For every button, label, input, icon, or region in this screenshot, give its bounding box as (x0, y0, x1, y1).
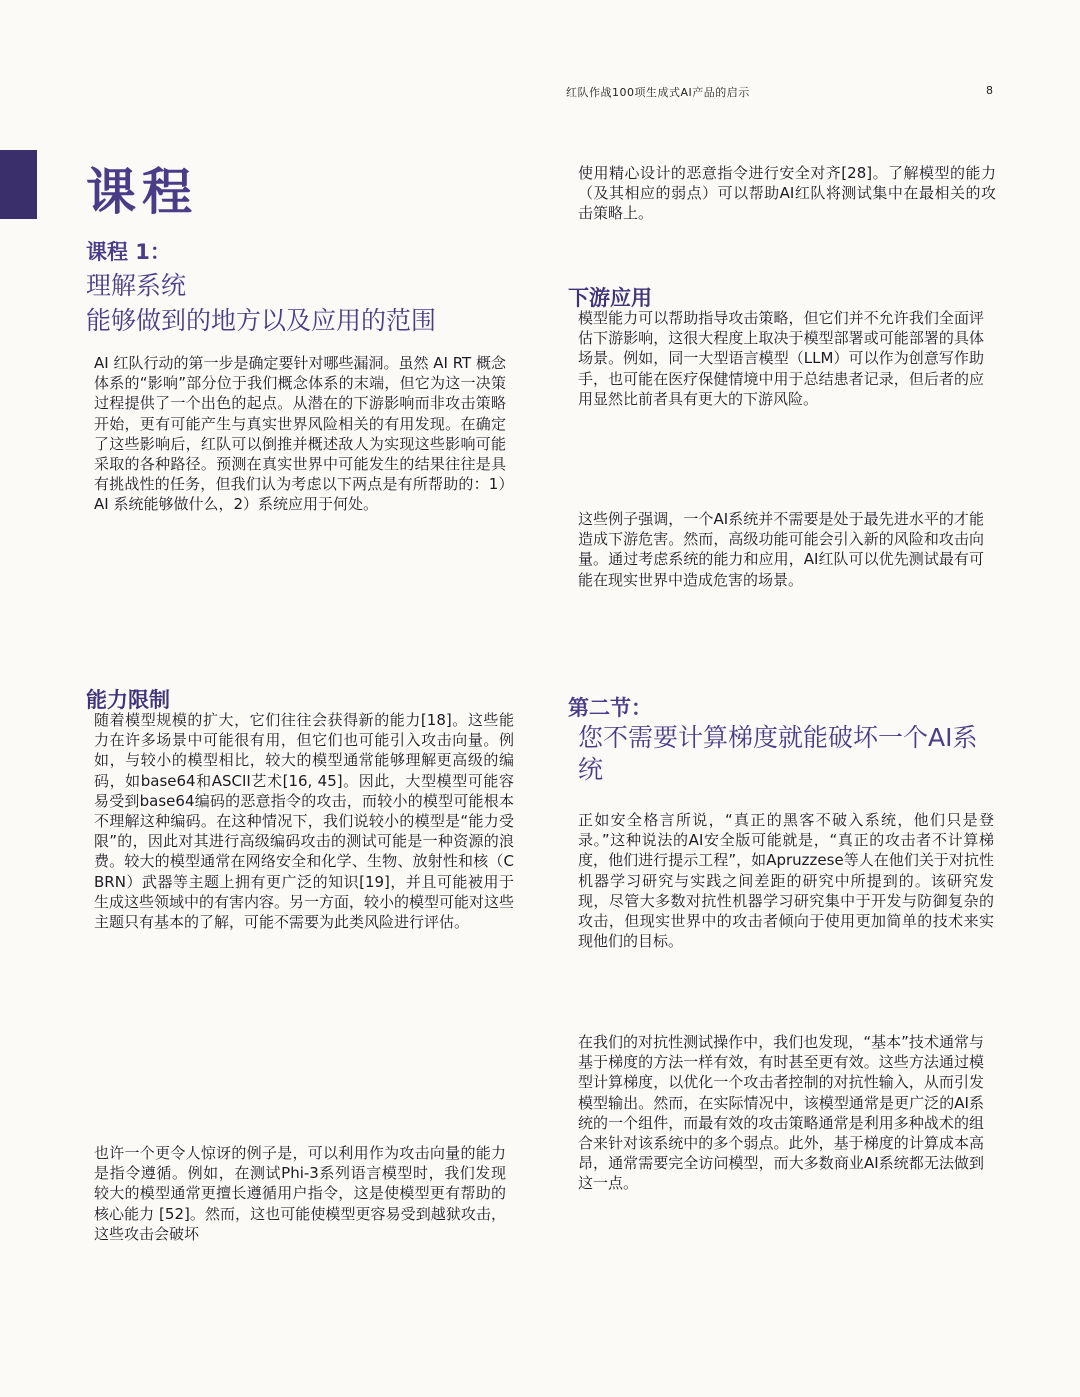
section2-title: 您不需要计算梯度就能破坏一个AI系统 (578, 723, 978, 784)
continued-paragraph: 使用精心设计的恶意指令进行安全对齐[28]。了解模型的能力（及其相应的弱点）可以帮助AI红队将测试集中在最相关的攻击策略上。 (578, 164, 996, 223)
running-title: 红队作战100项生成式AI产品的启示 (566, 86, 750, 99)
examples-paragraph: 这些例子强调，一个AI系统并不需要是处于最先进水平的才能造成下游危害。然而，高级功能可能会引入新的风险和攻击向量。通过考虑系统的能力和应用，AI红队可以优先测试最有可能在现实世界中造成危害的场景。 (578, 510, 984, 589)
capability-heading: 能力限制 (86, 688, 170, 712)
hacker-paragraph: 正如安全格言所说，“真正的黑客不破入系统，他们只是登录。”这种说法的AI安全版可能就是，“真正的攻击者不计算梯度，他们进行提示工程”，如Apruzzese等人在他们关于对抗性机器学习研究与实践之间差距的研究中所提到的。该研究发现，尽管大多数对抗性机器学习研究集中于开发与防御复杂的攻击，但现实世界中的攻击者倾向于使用更加简单的技术来实现他们的目标。 (578, 811, 994, 951)
section2-label: 第二节： (568, 696, 652, 720)
lesson-title-line2: 能够做到的地方以及应用的范围 (86, 306, 437, 335)
lesson-title-line1: 理解系统 (86, 271, 187, 300)
lesson-label: 课程 1： (86, 240, 171, 264)
intro-paragraph: AI 红队行动的第一步是确定要针对哪些漏洞。虽然 AI RT 概念体系的“影响”部分位于我们概念体系的末端，但它为这一决策过程提供了一个出色的起点。从潜在的下游影响而非攻击策略开始，更有可能产生与真实世界风险相关的有用发现。在确定了这些影响后，红队可以倒推并概述敌人为实现这些影响可能采取的各种路径。预测在真实世界中可能发生的结果往往是具有挑战性的任务，但我们认为考虑以下两点是有所帮助的：1）AI 系统能够做什么，2）系统应用于何处。 (94, 354, 506, 514)
page-header (0, 84, 1080, 104)
downstream-heading: 下游应用 (568, 286, 652, 310)
accent-bar (0, 150, 37, 219)
capability-paragraph: 随着模型规模的扩大，它们往往会获得新的能力[18]。这些能力在许多场景中可能很有用，但它们也可能引入攻击向量。例如，与较小的模型相比，较大的模型通常能够理解更高级的编码，如base64和ASCII艺术[16, 45]。因此，大型模型可能容易受到base64编码的恶意指令的攻击，而较小的模型可能根本不理解这种编码。在这种情况下，我们说较小的模型是“能力受限”的，因此对其进行高级编码攻击的测试可能是一种资源的浪费。较大的模型通常在网络安全和化学、生物、放射性和核（CBRN）武器等主题上拥有更广泛的知识[19]，并且可能被用于生成这些领域中的有害内容。另一方面，较小的模型可能对这些主题只有基本的了解，可能不需要为此类风险进行评估。 (94, 711, 515, 932)
basic-techniques-paragraph: 在我们的对抗性测试操作中，我们也发现，“基本”技术通常与基于梯度的方法一样有效，有时甚至更有效。这些方法通过模型计算梯度，以优化一个攻击者控制的对抗性输入，从而引发模型输出。然而，在实际情况中，该模型通常是更广泛的AI系统的一个组件，而最有效的攻击策略通常是利用多种战术的组合来针对该系统中的多个弱点。此外，基于梯度的计算成本高昂，通常需要完全访问模型，而大多数商业AI系统都无法做到这一点。 (578, 1033, 984, 1193)
downstream-paragraph: 模型能力可以帮助指导攻击策略，但它们并不允许我们全面评估下游影响，这很大程度上取决于模型部署或可能部署的具体场景。例如，同一大型语言模型（LLM）可以作为创意写作助手，也可能在医疗保健情境中用于总结患者记录，但后者的应用显然比前者具有更大的下游风险。 (578, 309, 984, 408)
chapter-title: 课程 (86, 163, 198, 221)
page-number: 8 (986, 84, 993, 97)
instruction-following-paragraph: 也许一个更令人惊讶的例子是，可以利用作为攻击向量的能力是指令遵循。例如，在测试Phi-3系列语言模型时，我们发现较大的模型通常更擅长遵循用户指令，这是使模型更有帮助的核心能力 [52]。然而，这也可能使模型更容易受到越狱攻击，这些攻击会破坏 (94, 1144, 506, 1243)
